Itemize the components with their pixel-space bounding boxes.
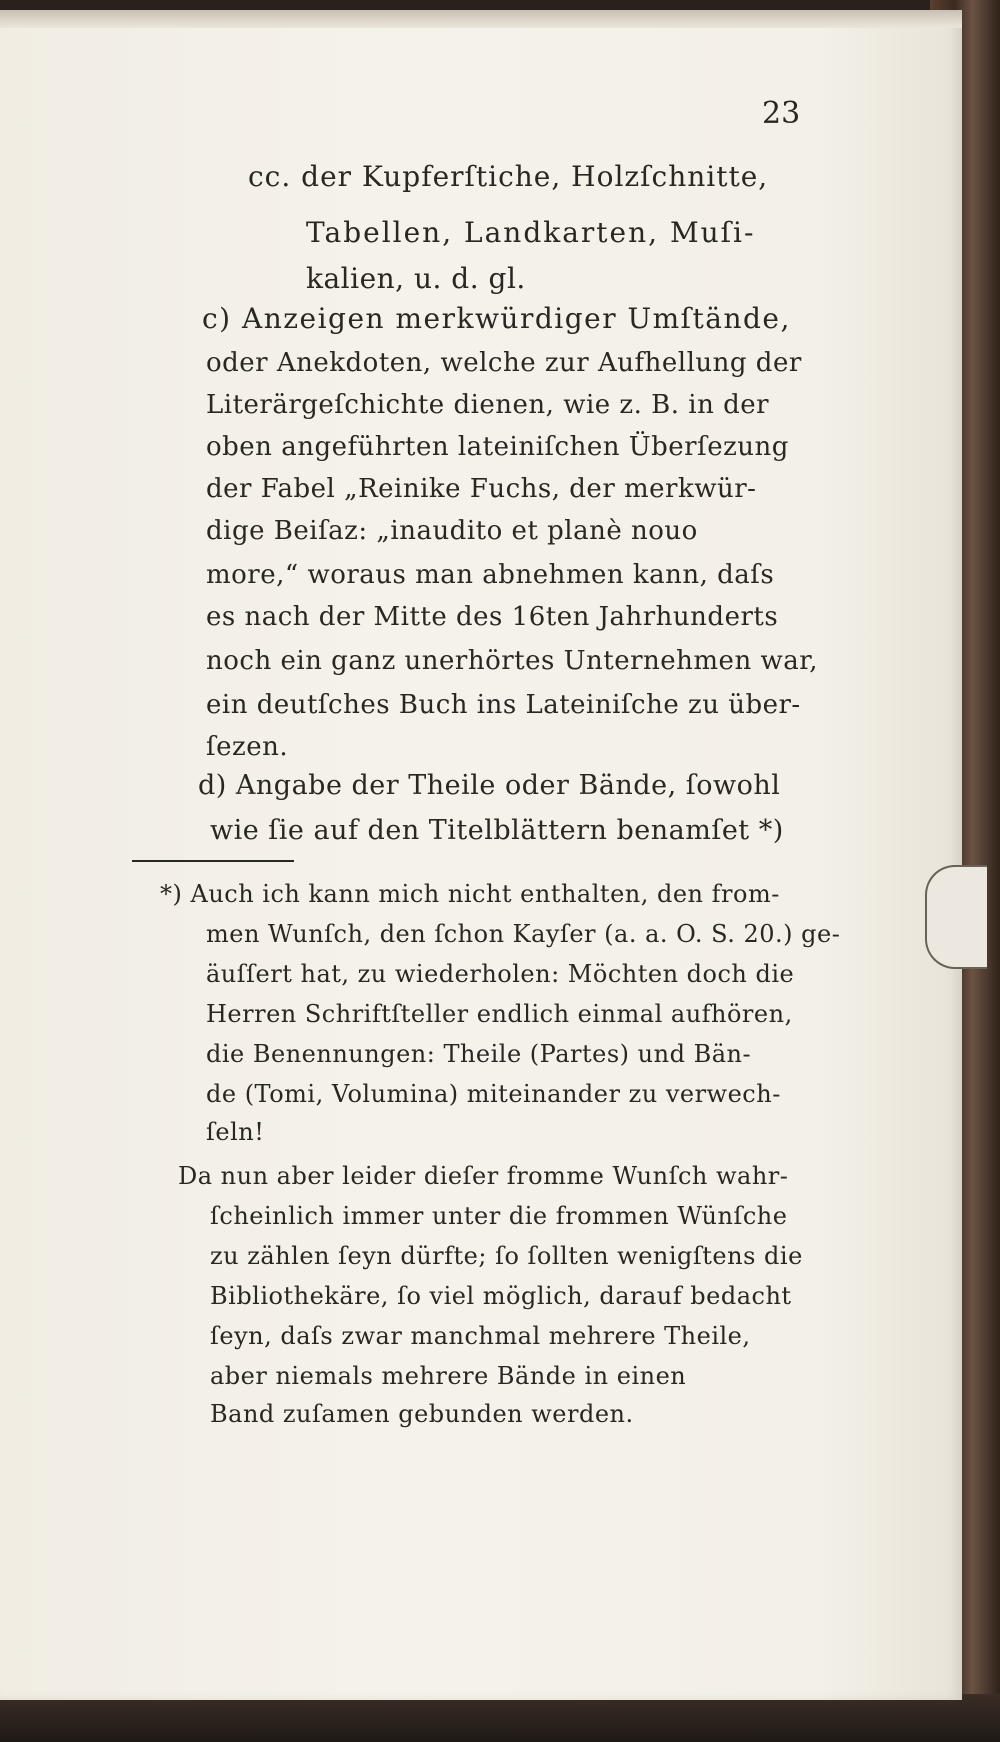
footnote-line: äuſſert hat, zu wiederholen: Möchten doch die <box>206 960 795 988</box>
text-line: c) Anzeigen merkwürdiger Umſtände, <box>202 302 791 335</box>
text-line: more,“ woraus man abnehmen kann, daſs <box>206 560 775 590</box>
footnote-line: aber niemals mehrere Bände in einen <box>210 1362 687 1390</box>
text-line: Literärgeſchichte dienen, wie z. B. in der <box>206 390 770 420</box>
footnote-line: *) Auch ich kann mich nicht enthalten, den from- <box>160 880 780 908</box>
footnote-line: de (Tomi, Volumina) miteinander zu verwech- <box>206 1080 781 1108</box>
book-page <box>0 10 962 1700</box>
footnote-line: ſeyn, daſs zwar manchmal mehrere Theile, <box>210 1322 751 1350</box>
text-line: es nach der Mitte des 16ten Jahrhunderts <box>206 602 779 632</box>
text-line: Tabellen, Landkarten, Muſi- <box>306 216 756 249</box>
text-line: dige Beiſaz: „inaudito et planè nouo <box>206 516 698 546</box>
text-line: oben angeführten lateiniſchen Überſezung <box>206 432 789 462</box>
text-line: ſezen. <box>206 732 289 762</box>
text-line: kalien, u. d. gl. <box>306 262 526 295</box>
footnote-line: Da nun aber leider dieſer fromme Wunſch wahr- <box>178 1162 789 1190</box>
text-line: oder Anekdoten, welche zur Aufhellung der <box>206 348 802 378</box>
text-line: cc. der Kupferſtiche, Holzſchnitte, <box>248 160 769 193</box>
footnote-line: ſeln! <box>206 1118 265 1146</box>
footnote-line: Band zuſamen gebunden werden. <box>210 1400 634 1428</box>
footnote-rule <box>132 860 294 862</box>
page-top-edge <box>0 10 962 28</box>
footnote-line: men Wunſch, den ſchon Kayſer (a. a. O. S. 20.) ge- <box>206 920 841 948</box>
footnote-line: zu zählen ſeyn dürfte; ſo ſollten wenigſtens die <box>210 1242 803 1270</box>
text-line: der Fabel „Reinike Fuchs, der merkwür- <box>206 474 757 504</box>
book-bottom-edge <box>0 1694 1000 1742</box>
page-number: 23 <box>762 96 801 131</box>
footnote-line: ſcheinlich immer unter die frommen Wünſche <box>210 1202 788 1230</box>
text-line: wie ſie auf den Titelblättern benamſet *) <box>210 815 784 846</box>
text-line: d) Angabe der Theile oder Bände, ſowohl <box>198 770 781 801</box>
footnote-line: die Benennungen: Theile (Partes) und Bän- <box>206 1040 752 1068</box>
footnote-line: Bibliothekäre, ſo viel möglich, darauf bedacht <box>210 1282 792 1310</box>
page-tab <box>925 865 987 969</box>
text-line: noch ein ganz unerhörtes Unternehmen war, <box>206 646 819 676</box>
footnote-line: Herren Schriftſteller endlich einmal aufhören, <box>206 1000 793 1028</box>
text-line: ein deutſches Buch ins Lateiniſche zu über- <box>206 690 801 720</box>
